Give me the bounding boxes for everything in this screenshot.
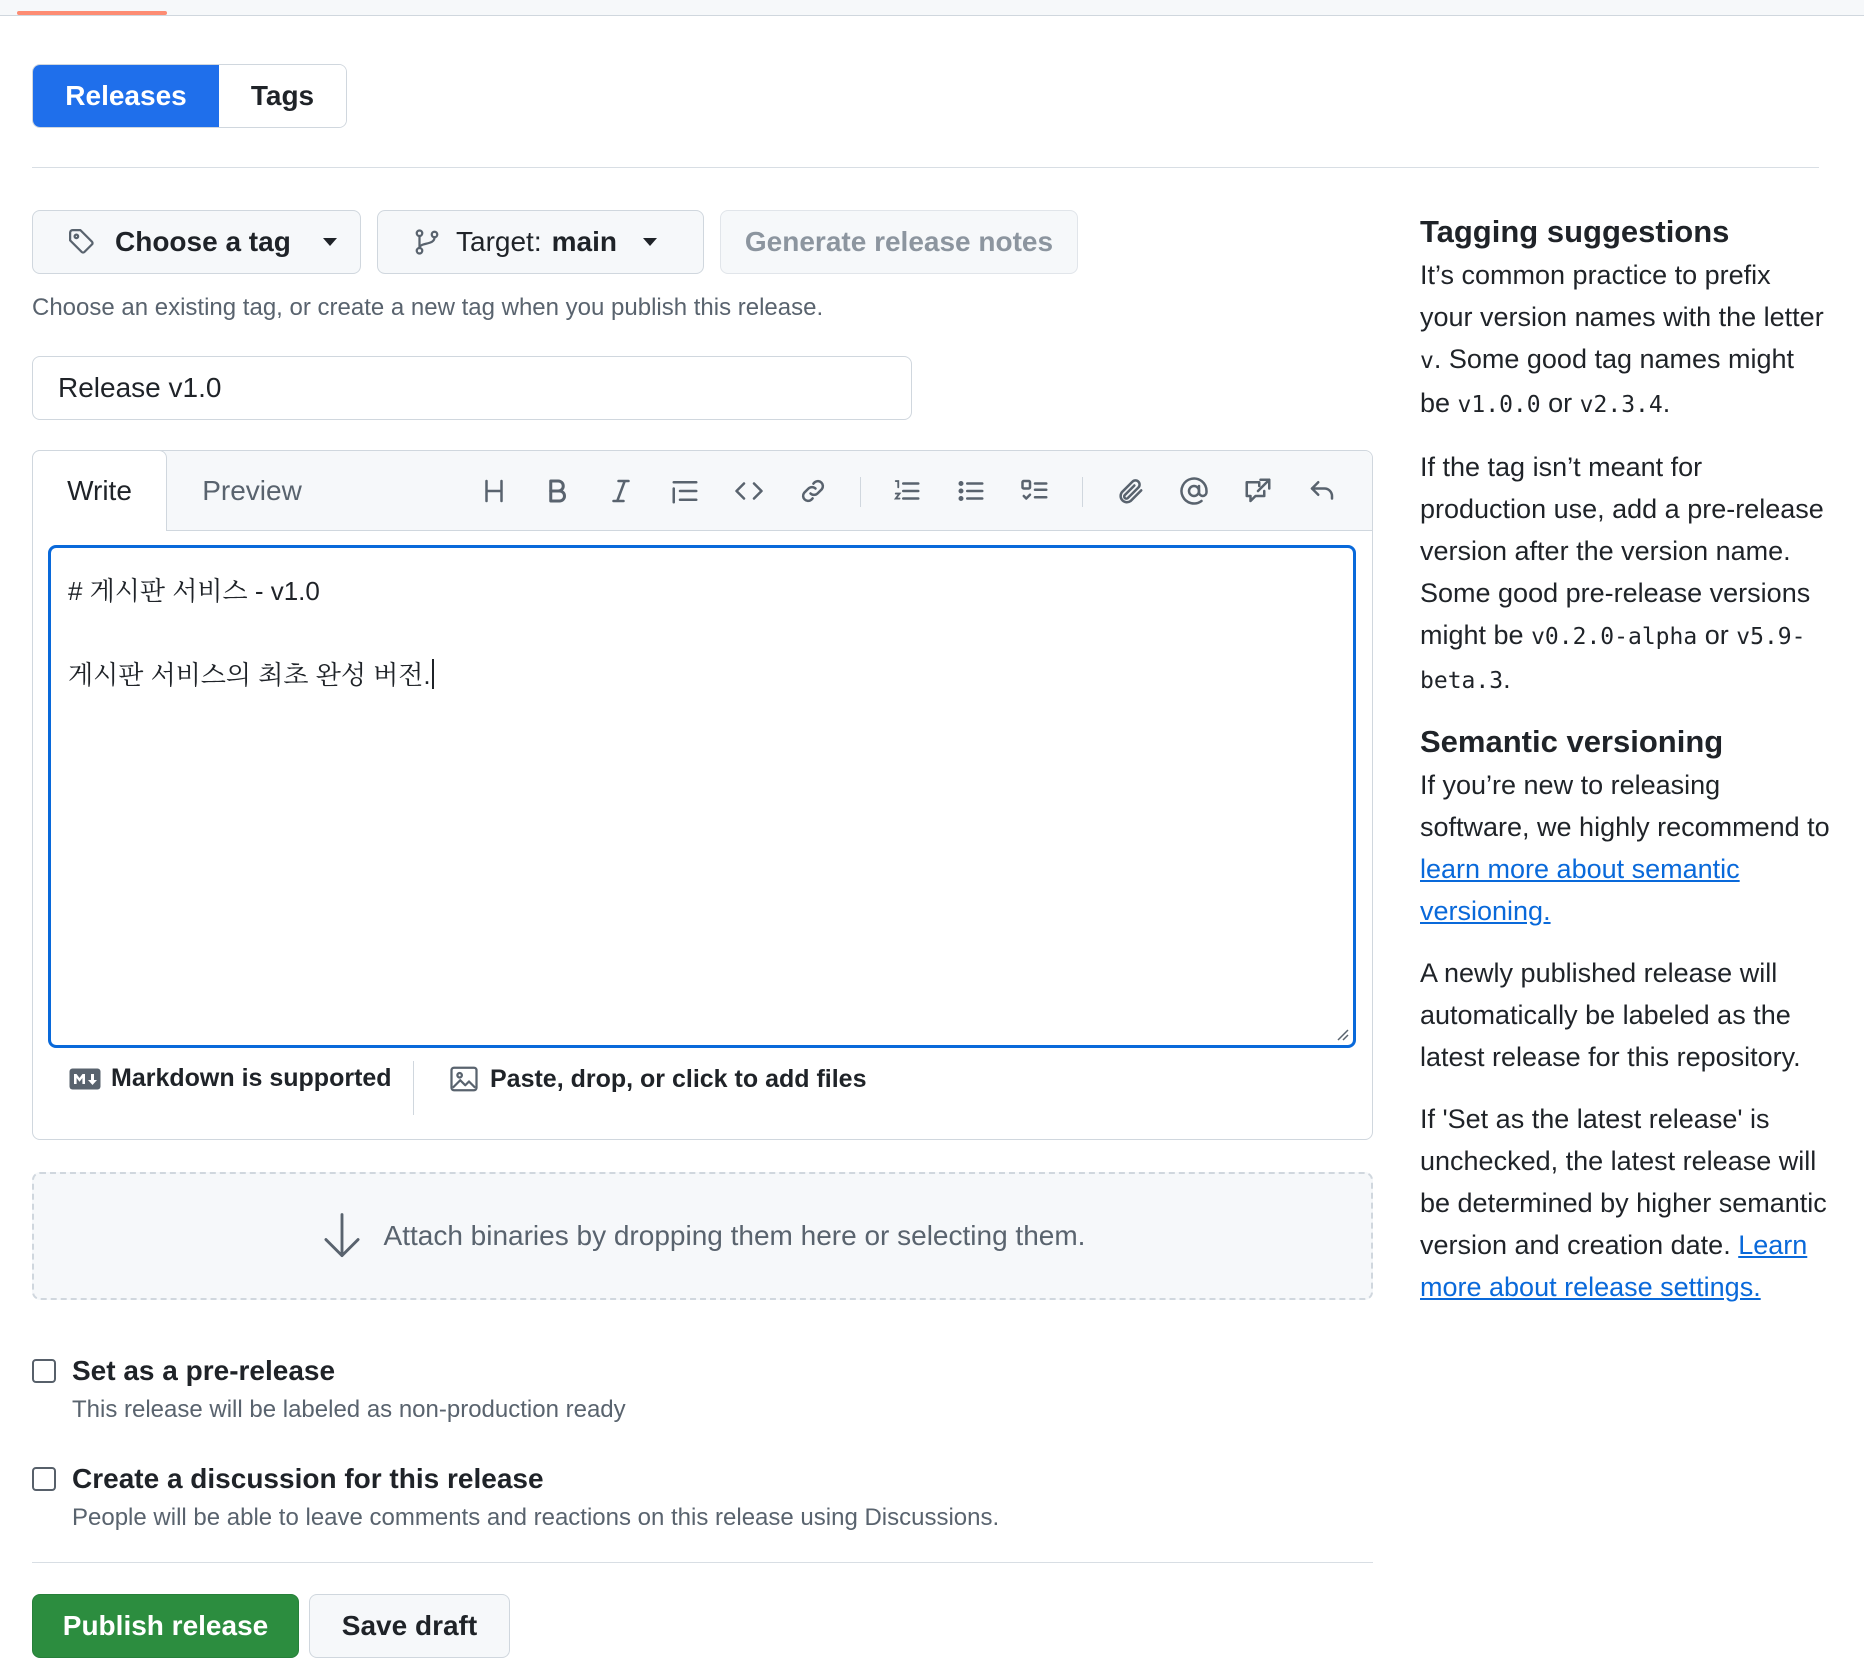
numbered-list-icon[interactable]: [889, 473, 925, 509]
inline-code: v: [1420, 348, 1434, 374]
text-cursor: [432, 659, 434, 689]
textarea-line-3-text: 게시판 서비스의 최초 완성 버전.: [68, 660, 431, 690]
release-notes-editor: [32, 450, 1373, 1140]
markdown-icon: [69, 1068, 101, 1090]
text: It’s common practice to prefix your version names with the letter: [1420, 260, 1824, 332]
link-icon[interactable]: [795, 473, 831, 509]
task-list-icon[interactable]: [1017, 473, 1053, 509]
publish-release-button[interactable]: Publish release: [32, 1594, 299, 1658]
arrow-down-icon: [320, 1211, 364, 1261]
text: If the tag isn’t meant for production use, add a pre-release version after the version name. Some good pre-release versions might be: [1420, 452, 1824, 650]
choose-tag-button[interactable]: [32, 210, 361, 274]
italic-icon[interactable]: [603, 473, 639, 509]
add-files-text: Paste, drop, or click to add files: [490, 1064, 867, 1093]
target-branch-button[interactable]: [377, 210, 704, 274]
undo-icon[interactable]: [1304, 473, 1340, 509]
semver-learn-more-link[interactable]: learn more about semantic versioning.: [1420, 854, 1740, 926]
target-label: Target:: [456, 226, 542, 257]
markdown-supported-note[interactable]: [69, 1064, 392, 1093]
discussion-option: [32, 1460, 999, 1538]
reference-icon[interactable]: [1240, 473, 1276, 509]
add-files-button[interactable]: [448, 1064, 867, 1094]
release-title-input[interactable]: Release v1.0: [32, 356, 912, 420]
releases-tab[interactable]: Releases: [33, 65, 219, 127]
chevron-down-icon: [323, 238, 337, 246]
text: If 'Set as the latest release' is unchecked, the latest release will be determined by higher semantic version and creation date.: [1420, 1104, 1827, 1260]
mention-icon[interactable]: [1176, 473, 1212, 509]
bulleted-list-icon[interactable]: [953, 473, 989, 509]
prerelease-option: [32, 1352, 626, 1430]
footer-separator: [413, 1061, 414, 1115]
quote-icon[interactable]: [667, 473, 703, 509]
prerelease-description: This release will be labeled as non-production ready: [72, 1396, 626, 1423]
text: .: [1662, 388, 1671, 418]
textarea-line-3: [68, 654, 1336, 696]
tagging-paragraph-2: [1420, 446, 1830, 702]
generate-release-notes-button[interactable]: Generate release notes: [720, 210, 1078, 274]
save-draft-button[interactable]: Save draft: [309, 1594, 510, 1658]
code-icon[interactable]: [731, 473, 767, 509]
divider: [32, 167, 1819, 168]
tab-write[interactable]: Write: [32, 450, 167, 531]
tag-hint-text: Choose an existing tag, or create a new tag when you publish this release.: [32, 294, 824, 321]
markdown-note-text: Markdown is supported: [111, 1064, 392, 1092]
text: If you’re new to releasing software, we highly recommend to: [1420, 770, 1830, 842]
tagging-suggestions-title: Tagging suggestions: [1420, 214, 1730, 249]
top-nav-strip: [0, 0, 1864, 16]
attach-binaries-dropzone[interactable]: [32, 1172, 1373, 1300]
active-nav-underline: [17, 11, 167, 15]
tagging-paragraph-1: [1420, 254, 1830, 426]
target-value: main: [551, 226, 617, 257]
semver-paragraph-1: [1420, 764, 1830, 932]
text: or: [1540, 388, 1580, 418]
semver-paragraph-2: A newly published release will automatically be labeled as the latest release for this repository.: [1420, 958, 1801, 1072]
discussion-description: People will be able to leave comments and reactions on this release using Discussions.: [72, 1504, 1000, 1531]
text: . Some good tag names might be: [1420, 344, 1795, 418]
toolbar-separator: [860, 477, 861, 507]
inline-code: v1.0.0: [1457, 392, 1541, 418]
text: or: [1697, 620, 1737, 650]
textarea-line-1: # 게시판 서비스 - v1.0: [68, 576, 320, 606]
divider: [32, 1562, 1373, 1563]
tab-preview[interactable]: Preview: [202, 474, 302, 506]
choose-tag-label: Choose a tag: [115, 226, 291, 257]
semver-paragraph-3: [1420, 1098, 1830, 1308]
semantic-versioning-title: Semantic versioning: [1420, 724, 1724, 759]
textarea-line-2: [68, 612, 1336, 654]
release-notes-textarea[interactable]: [48, 545, 1356, 1048]
branch-icon: [412, 227, 442, 257]
prerelease-checkbox[interactable]: [32, 1359, 56, 1383]
prerelease-label[interactable]: Set as a pre-release: [72, 1355, 336, 1386]
discussion-label[interactable]: Create a discussion for this release: [72, 1463, 544, 1494]
discussion-checkbox[interactable]: [32, 1467, 56, 1491]
attach-binaries-text: Attach binaries by dropping them here or selecting them.: [383, 1220, 1086, 1251]
attach-icon[interactable]: [1112, 473, 1148, 509]
inline-code: v5.9-beta.3: [1420, 624, 1806, 694]
heading-icon[interactable]: [476, 473, 512, 509]
bold-icon[interactable]: [539, 473, 575, 509]
resize-grip-icon[interactable]: [1335, 1027, 1349, 1041]
text: .: [1503, 664, 1511, 694]
toolbar-separator: [1082, 477, 1083, 507]
image-icon: [448, 1064, 480, 1094]
release-settings-link[interactable]: Learn more about release settings.: [1420, 1230, 1808, 1302]
chevron-down-icon: [643, 238, 657, 246]
releases-tags-toggle: [32, 64, 347, 128]
inline-code: v2.3.4: [1579, 392, 1663, 418]
inline-code: v0.2.0-alpha: [1531, 624, 1698, 650]
tags-tab[interactable]: Tags: [219, 65, 346, 127]
sidebar-help: [1420, 212, 1830, 1328]
tag-icon: [67, 227, 97, 257]
